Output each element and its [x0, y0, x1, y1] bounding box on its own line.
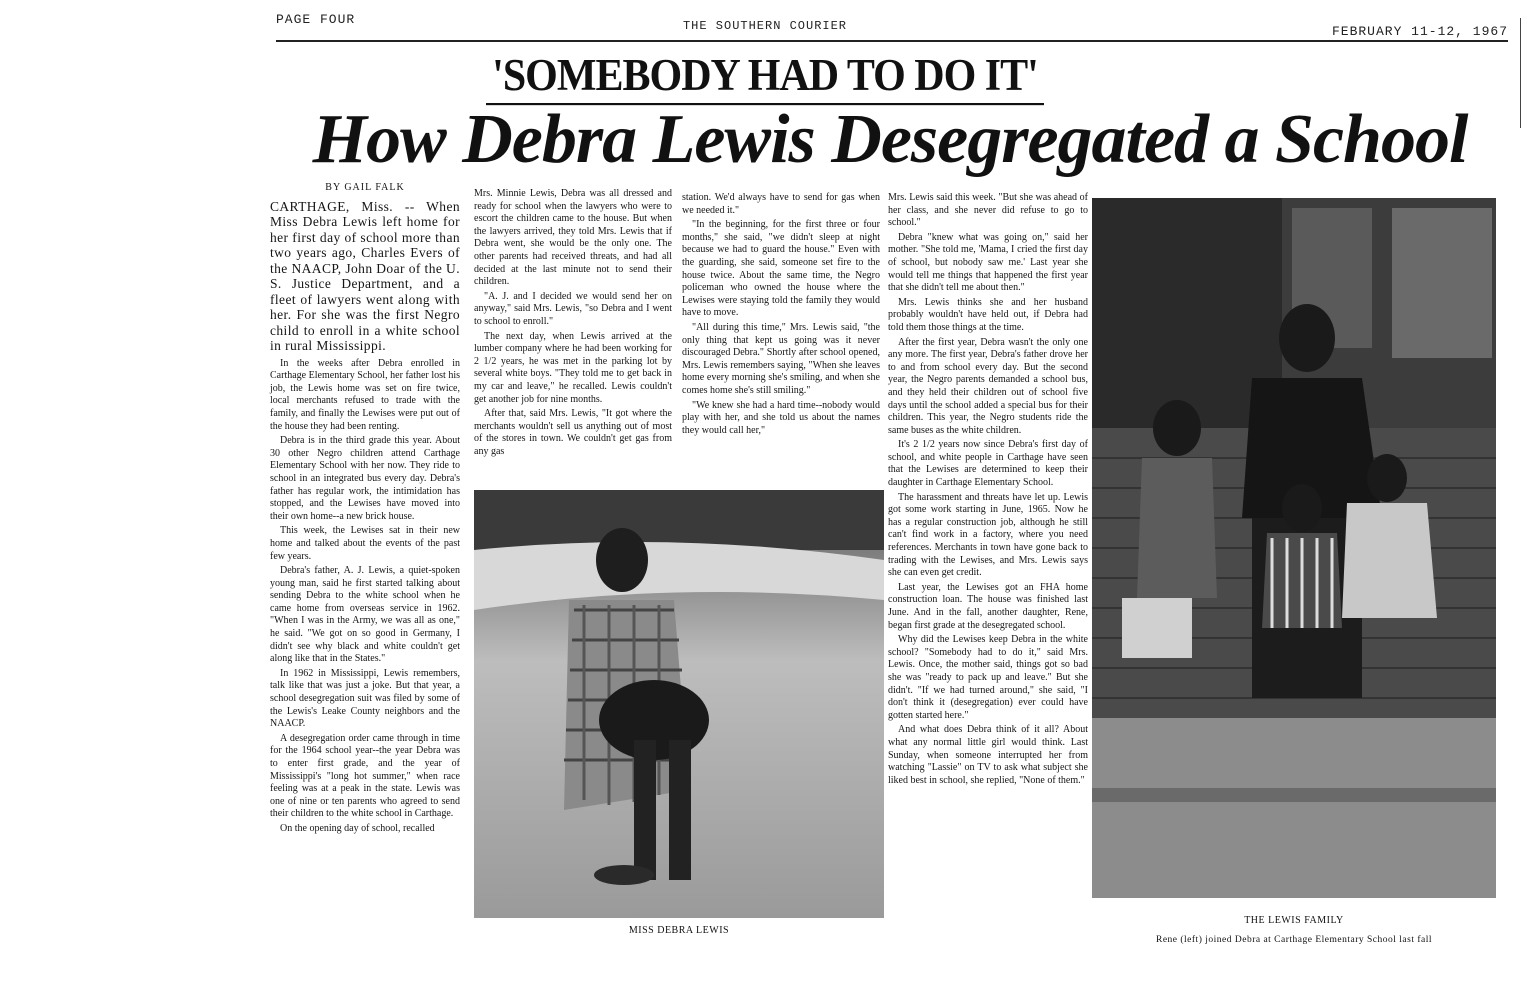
paragraph: A desegregation order came through in time for the 1964 school year--the year Debra was to enter first grade, and the year of Mississippi's "long hot summer," when race feeling was at a peak in the state. Lewis was one of nine or ten parents who agreed to send their children to the white school in Carthage.	[270, 732, 460, 820]
paragraph: In the weeks after Debra enrolled in Carthage Elementary School, her father lost his job, the Lewis home was set on fire twice, local merchants refused to trade with the family, and finally the Lewises were put out of the house they had been renting.	[270, 357, 460, 432]
paragraph: "All during this time," Mrs. Lewis said, "the only thing that kept us going was it never discouraged Debra." Shortly after school opened, Mrs. Lewis remembers saying, "When she leaves home every morning she's smiling, and when she comes home she's still smiling."	[682, 321, 880, 396]
byline: BY GAIL FALK	[325, 182, 405, 193]
masthead-rule	[276, 40, 1508, 42]
paragraph: "We knew she had a hard time--nobody would play with her, and she told us about the names they would call her,"	[682, 399, 880, 436]
lead-paragraph: CARTHAGE, Miss. -- When Miss Debra Lewis left home for her first day of school more than two years ago, Charles Evers of the NAACP, John Doar of the U. S. Justice Department, and a fleet of lawyers went along with her. For she was the first Negro child to enroll in a white school in rural Mississippi.	[270, 198, 460, 354]
paragraph: This week, the Lewises sat in their new home and talked about the events of the past few years.	[270, 525, 460, 562]
paragraph: On the opening day of school, recalled	[280, 822, 435, 834]
photo-debra-lewis	[474, 490, 884, 918]
paragraph: The next day, when Lewis arrived at the lumber company where he had been working for 2 1/2 years, he was met in the parking lot by several white boys. "They told me to get back in my car and leave," he recalled. Lewis couldn't get another job for nine months.	[474, 330, 672, 405]
column-1	[270, 182, 460, 838]
masthead-paper: THE SOUTHERN COURIER	[682, 19, 848, 33]
paragraph: Mrs. Lewis said this week. "But she was ahead of her class, and she never did refuse to go to school."	[888, 192, 1088, 229]
paragraph: In 1962 in Mississippi, Lewis remembers, talk like that was just a joke. But that year, a school desegregation suit was filed by some of the Lewis's Leake County neighbors and the NAACP.	[270, 667, 460, 730]
photo-caption-debra: MISS DEBRA LEWIS	[628, 925, 730, 936]
paragraph: It's 2 1/2 years now since Debra's first day of school, and white people in Carthage have seen that the Lewises are determined to keep their daughter in Carthage Elementary School.	[888, 439, 1088, 489]
headline: How Debra Lewis Desegregated a School	[312, 101, 1468, 178]
paragraph: Debra "knew what was going on," said her mother. "She told me, 'Mama, I cried the first day of school, but nobody saw me.' Last year she would tell me things that happened the first year that she didn't tell me about then."	[888, 231, 1088, 294]
column-4	[888, 192, 1088, 789]
masthead-page: PAGE FOUR	[276, 12, 356, 27]
photo-caption-family-title: THE LEWIS FAMILY	[1244, 915, 1344, 926]
paragraph: "In the beginning, for the first three or four months," she said, "we didn't sleep at night because we had to guard the house." Even with the guarding, she said, someone set fire to the house twice. About the same time, the Negro policeman who owned the house where the Lewises were staying told the family they would have to move.	[682, 219, 880, 319]
photo-lewis-family	[1092, 198, 1496, 898]
masthead-date: FEBRUARY 11-12, 1967	[1331, 24, 1508, 39]
paragraph: Debra is in the third grade this year. About 30 other Negro children attend Carthage Elementary School with her now. They ride to school in an integrated bus every day. Debra's father has regular work, the intimidation has stopped, and the Lewises have moved into their own home--a new brick house.	[270, 435, 460, 522]
paragraph: Why did the Lewises keep Debra in the white school? "Somebody had to do it," said Mrs. Lewis. Once, the mother said, things got so bad she was "ready to pack up and leave." But she didn't. "If we had turned around," she said, "I don't think it (desegregation) ever could have gotten started here."	[888, 634, 1088, 721]
paragraph: After the first year, Debra wasn't the only one any more. The first year, Debra's father drove her to and from school every day. But the second year, the Negro parents demanded a school bus, and they held their children out of school five days until the school added a special bus for their children. This year, the Negro students ride the same buses as the white children.	[888, 336, 1088, 436]
paragraph: The harassment and threats have let up. Lewis got some work starting in June, 1965. Now he has a regular construction job, although he still can't find work in a factory, where you need references. Merchants in town have gone back to trading with the Lewises, and Mrs. Lewis says she can even get credit.	[888, 491, 1088, 579]
kicker	[0, 50, 1530, 102]
paragraph: Last year, the Lewises got an FHA home construction loan. The house was finished last June. And in the fall, another daughter, Rene, began first grade at the desegregated school.	[888, 581, 1088, 631]
paragraph: Mrs. Lewis thinks she and her husband probably wouldn't have held out, if Debra had told them those things at the time.	[888, 296, 1088, 333]
paragraph: station. We'd always have to send for gas when we needed it."	[682, 192, 880, 216]
kicker-text: 'SOMEBODY HAD TO DO IT'	[486, 51, 1044, 105]
paragraph: "A. J. and I decided we would send her on anyway," said Mrs. Lewis, "so Debra and I went to school to enroll."	[474, 290, 672, 327]
column-3	[682, 192, 880, 439]
column-2	[474, 188, 672, 460]
paragraph: And what does Debra think of it all? About what any normal little girl would think. Last Sunday, when someone interrupted her from watching "Lassie" on TV to ask what subject she liked best in school, she replied, "None of them."	[888, 724, 1088, 786]
photo-caption-family-sub: Rene (left) joined Debra at Carthage Elementary School last fall	[1155, 935, 1432, 945]
paragraph: After that, said Mrs. Lewis, "It got where the merchants wouldn't sell us anything out of most of the stores in town. We couldn't get gas from any gas	[474, 408, 672, 457]
paragraph: Debra's father, A. J. Lewis, a quiet-spoken young man, said he first started talking about sending Debra to the white school when he came home from overseas service in 1962. "When I was in the Army, we was all as one," he said. "We got on so good in Germany, I didn't see why black and white couldn't get along like that in the States."	[270, 565, 460, 665]
paragraph: Mrs. Minnie Lewis, Debra was all dressed and ready for school when the lawyers who were to escort the children came to the house. But when the lawyers arrived, they told Mrs. Lewis that if Debra went, she would be the only one. The other parents had received threats, and had all decided at the last minute not to send their children.	[474, 188, 672, 288]
